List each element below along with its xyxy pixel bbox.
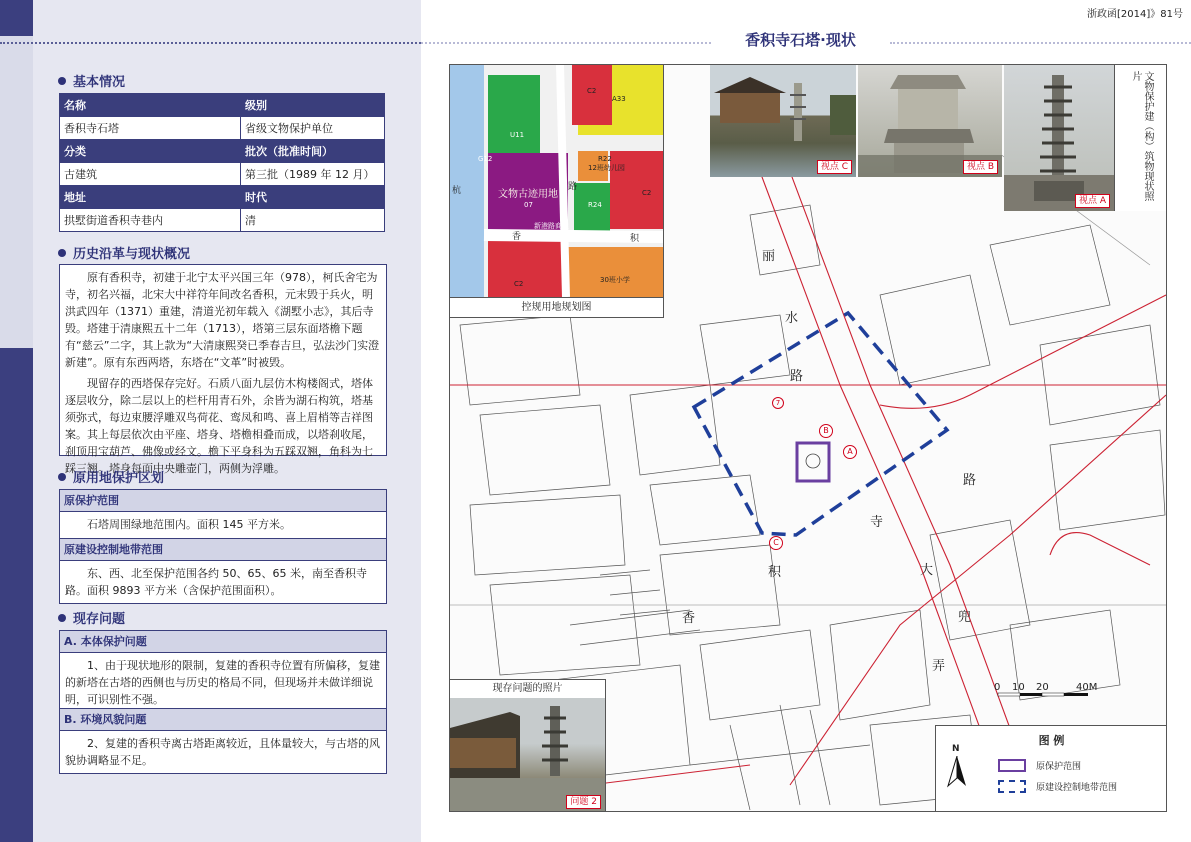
marker-c: C bbox=[769, 536, 783, 550]
road-label-shui: 水 bbox=[785, 311, 799, 326]
road-label-xiang: 香 bbox=[682, 611, 696, 626]
inset-label-r24: R24 bbox=[588, 201, 602, 209]
legend-control-label: 原建设控制地带范围 bbox=[1036, 783, 1118, 793]
basic-table-cell: 古建筑 bbox=[60, 163, 241, 186]
site-map bbox=[449, 64, 1167, 812]
basic-table-cell: 级别 bbox=[241, 94, 385, 117]
inset-road-xiang: 香 bbox=[512, 232, 522, 242]
inset-zone-label: 文物古迹用地 bbox=[498, 189, 558, 200]
original-protection-text: 石塔周围绿地范围内。面积 145 平方米。 bbox=[87, 518, 291, 531]
inset-label-a33: A33 bbox=[612, 95, 626, 103]
viewpoint-a-tag: 视点 A bbox=[1075, 194, 1110, 208]
header-dotted-line-mid bbox=[421, 42, 711, 44]
road-label-dou: 兜 bbox=[958, 610, 972, 625]
scale-label-20: 20 bbox=[1036, 682, 1049, 693]
inset-label-kindergarten: 12班幼儿园 bbox=[588, 164, 625, 172]
inset-zone-07: 07 bbox=[524, 201, 533, 209]
basic-table-cell: 拱墅街道香积寺巷内 bbox=[60, 209, 241, 232]
issue-b-heading: B. 环境风貌问题 bbox=[60, 709, 386, 731]
basic-table-cell: 时代 bbox=[241, 186, 385, 209]
basic-table-cell: 地址 bbox=[60, 186, 241, 209]
legend-protect-swatch bbox=[998, 759, 1026, 772]
inset-road-hang: 杭 bbox=[452, 186, 462, 196]
road-label-si: 寺 bbox=[870, 515, 884, 530]
issue-photo-caption: 现存问题的照片 bbox=[492, 683, 563, 694]
left-dark-strip-top bbox=[0, 0, 33, 36]
basic-table-row bbox=[60, 94, 385, 117]
inset-road-ji: 积 bbox=[630, 234, 640, 244]
basic-table-cell: 省级文物保护单位 bbox=[241, 117, 385, 140]
history-box bbox=[59, 264, 387, 475]
basic-info-table bbox=[59, 93, 385, 232]
control-zone-box bbox=[59, 538, 387, 604]
legend-control-swatch bbox=[998, 780, 1026, 793]
viewpoint-a-photo bbox=[1004, 65, 1114, 211]
scale-label-0: 0 bbox=[994, 682, 1001, 693]
viewpoint-b-tag: 视点 B bbox=[963, 160, 998, 174]
road-label-lu2: 路 bbox=[963, 473, 977, 488]
history-paragraph-2: 现留存的西塔保存完好。石质八面九层仿木构楼阁式，塔体逐层收分，除二层以上的栏杆用青石外，余皆为湖石构筑，塔基须弥式，每边束腰浮雕双鸟荷花、鸾凤和鸣、喜上眉梢等吉祥图案。其上每层依次由平座、塔身、塔檐相叠而成，以塔刹收尾，刹顶用宝葫芦、佛像或经文。檐下平身科为五踩双翘，角科为七踩三翘。塔身每面中央雕壶门，两侧为浮雕。 bbox=[65, 377, 373, 475]
basic-table-row bbox=[60, 209, 385, 232]
control-zone-heading: 原建设控制地带范围 bbox=[60, 539, 386, 561]
basic-table-cell: 第三批（1989 年 12 月） bbox=[241, 163, 385, 186]
issue-photo-tag: 问题 2 bbox=[566, 795, 601, 809]
bullet-icon bbox=[58, 249, 66, 257]
basic-table-cell: 批次（批准时间） bbox=[241, 140, 385, 163]
inset-label-shop: 新港路商业 bbox=[534, 222, 569, 230]
issue-b-box bbox=[59, 708, 387, 774]
basic-table-row bbox=[60, 186, 385, 209]
section-basic-heading: 基本情况 bbox=[58, 71, 125, 90]
inset-label-c2-b: C2 bbox=[642, 189, 652, 197]
road-label-li: 丽 bbox=[762, 249, 776, 264]
inset-label-g12: G12 bbox=[478, 155, 493, 163]
history-paragraph-1: 原有香积寺，初建于北宁太平兴国三年（978），柯氏舍宅为寺，初名兴福，北宋大中祥符年间改名香积，元末毁于兵火，明洪武四年（1371）重建，清道光初年载入《湖墅小志》，其后寺毁。塔建于清康熙五十二年（1713），塔第三层东面塔檐下题有“慈云”二字，其上款为“大清康熙癸已季春吉旦，弘法沙门实澄新建”。原有东西两塔，东塔在“文革”时被毁。 bbox=[65, 271, 380, 369]
header-dotted-line-left bbox=[0, 42, 421, 44]
road-label-ji: 积 bbox=[768, 565, 782, 580]
photo-caption-box bbox=[1114, 65, 1167, 211]
photo-caption-vertical: 文物保护建（构）筑物现状照片 bbox=[1130, 71, 1153, 201]
inset-label-c2-c: C2 bbox=[514, 280, 524, 288]
bullet-icon bbox=[58, 77, 66, 85]
section-protection-heading: 原用地保护区划 bbox=[58, 467, 164, 486]
inset-caption: 控规用地规划图 bbox=[450, 297, 663, 318]
page-title: 香积寺石塔·现状 bbox=[745, 31, 856, 49]
viewpoint-c-tag: 视点 C bbox=[817, 160, 852, 174]
issue-a-text: 1、由于现状地形的限制，复建的香积寺位置有所偏移，复建的新塔在古塔的西侧也与历史的格局不同，但现场并未做详细说明，可识别性不强。 bbox=[65, 659, 380, 706]
north-label: N bbox=[952, 744, 960, 754]
viewpoint-c-photo bbox=[710, 65, 856, 177]
inset-label-school: 30班小学 bbox=[600, 276, 630, 284]
legend-title: 图 例 bbox=[1038, 734, 1065, 747]
basic-table-row bbox=[60, 117, 385, 140]
basic-table-row bbox=[60, 140, 385, 163]
left-dark-strip-bottom bbox=[0, 348, 33, 842]
scale-bar bbox=[998, 693, 1088, 696]
original-protection-heading: 原保护范围 bbox=[60, 490, 386, 512]
basic-table-cell: 分类 bbox=[60, 140, 241, 163]
section-history-heading: 历史沿革与现状概况 bbox=[58, 243, 190, 262]
basic-table-row bbox=[60, 163, 385, 186]
land-use-inset-map bbox=[450, 65, 664, 318]
road-label-nong: 弄 bbox=[932, 659, 946, 674]
legend-protect-label: 原保护范围 bbox=[1036, 762, 1082, 772]
basic-table-cell: 香积寺石塔 bbox=[60, 117, 241, 140]
marker-7: 7 bbox=[772, 397, 784, 409]
document-reference: 浙政函[2014]》81号 bbox=[1087, 9, 1183, 20]
north-arrow-icon bbox=[946, 756, 968, 790]
inset-label-c2: C2 bbox=[587, 87, 597, 95]
inset-label-r22: R22 bbox=[598, 155, 612, 163]
road-label-da: 大 bbox=[920, 563, 934, 578]
scale-label-40m: 40M bbox=[1076, 682, 1098, 693]
marker-a: A bbox=[843, 445, 857, 459]
basic-table-cell: 名称 bbox=[60, 94, 241, 117]
issue-a-heading: A. 本体保护问题 bbox=[60, 631, 386, 653]
bullet-icon bbox=[58, 473, 66, 481]
issue-a-box bbox=[59, 630, 387, 713]
map-legend bbox=[935, 725, 1167, 812]
control-zone-text: 东、西、北至保护范围各约 50、65、65 米，南至香积寺路。面积 9893 平方米（含保护范围面积）。 bbox=[65, 567, 367, 597]
issue-photo-box bbox=[450, 679, 606, 812]
issue-b-text: 2、复建的香积寺离古塔距离较近，且体量较大，与古塔的风貌协调略显不足。 bbox=[65, 737, 380, 767]
marker-b: B bbox=[819, 424, 833, 438]
basic-info-table-wrap bbox=[59, 93, 385, 232]
bullet-icon bbox=[58, 614, 66, 622]
basic-table-cell: 清 bbox=[241, 209, 385, 232]
inset-label-u11: U11 bbox=[510, 131, 525, 139]
road-label-lu1: 路 bbox=[790, 369, 804, 384]
header-dotted-line-right bbox=[890, 42, 1191, 44]
viewpoint-b-photo bbox=[858, 65, 1002, 177]
scale-label-10: 10 bbox=[1012, 682, 1025, 693]
inset-road-lu: 路 bbox=[568, 182, 578, 192]
section-issues-heading: 现存问题 bbox=[58, 608, 125, 627]
